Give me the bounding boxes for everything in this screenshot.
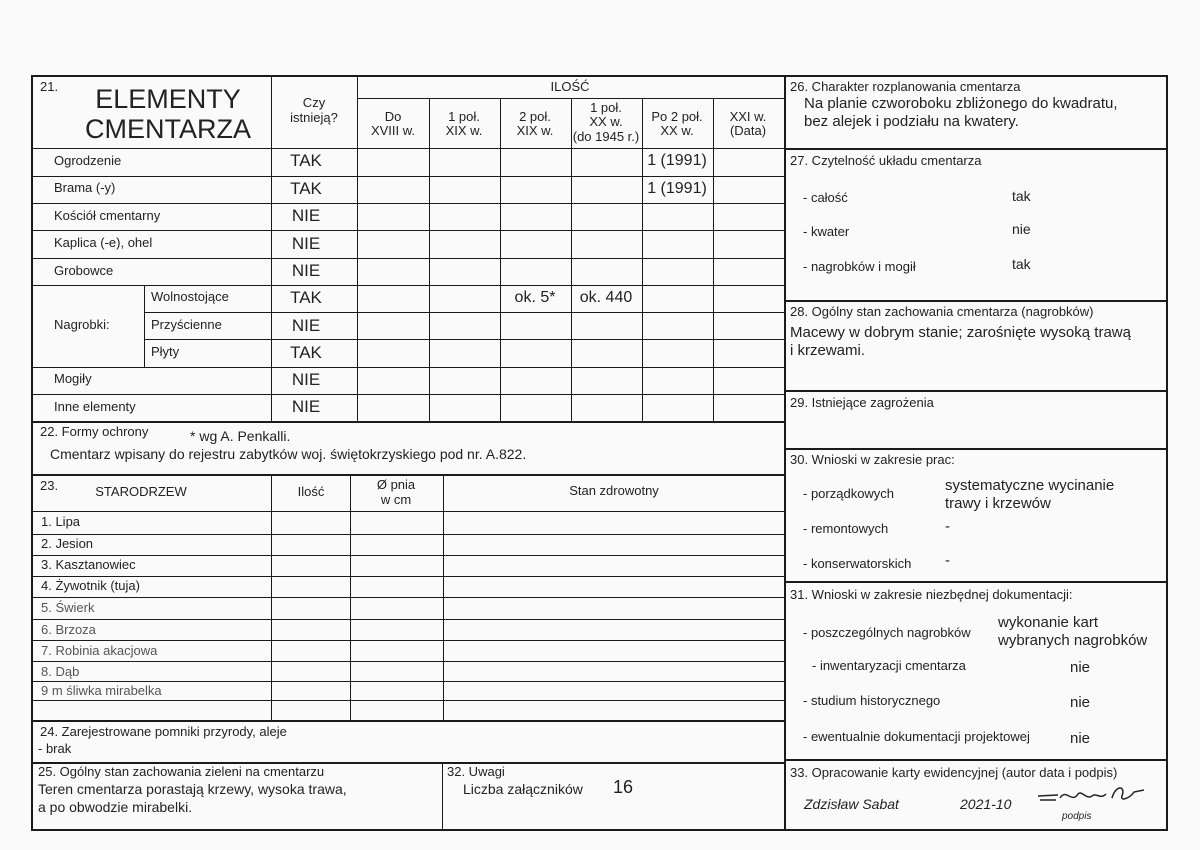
s31-title: 31. Wnioski w zakresie niezbędnej dokumentacji: bbox=[790, 587, 1073, 602]
s21-col-line bbox=[357, 75, 358, 421]
czy-value: TAK bbox=[290, 288, 322, 307]
s30-row-value: trawy i krzewów bbox=[945, 495, 1051, 512]
tree-list-item: 3. Kasztanowiec bbox=[41, 557, 136, 572]
s21-nagrobki-divider bbox=[144, 285, 145, 367]
period-header: Do bbox=[384, 109, 402, 124]
s32-attachments-count: 16 bbox=[613, 777, 634, 797]
s27-row-label: - nagrobków i mogił bbox=[803, 259, 916, 274]
s26-text-line2: bez alejek i podziału na kwatery. bbox=[804, 113, 1019, 130]
s23-row-line bbox=[31, 661, 784, 662]
s21-row-line bbox=[31, 176, 784, 177]
period-header: 1 poł. bbox=[590, 100, 622, 115]
s21-col-line bbox=[500, 98, 501, 421]
s23-row-line bbox=[31, 619, 784, 620]
s22-text: Cmentarz wpisany do rejestru zabytków woj. świętokrzyskiego pod nr. A.822. bbox=[50, 446, 527, 462]
frame-left bbox=[31, 75, 33, 830]
s25-text-line1: Teren cmentarza porastają krzewy, wysoka trawa, bbox=[38, 781, 347, 797]
s23-title: STARODRZEW bbox=[95, 484, 187, 499]
element-row-label: Brama (-y) bbox=[54, 180, 116, 195]
s31-row-label: - inwentaryzacji cmentarza bbox=[812, 658, 966, 673]
s25-s32-divider bbox=[442, 762, 443, 829]
period-header: XIX w. bbox=[516, 123, 554, 138]
s26-bottom-line bbox=[784, 148, 1166, 150]
s23-row-line bbox=[31, 511, 784, 512]
nagrobki-subrow-label: Wolnostojące bbox=[151, 289, 229, 304]
s22-title: 22. Formy ochrony bbox=[40, 424, 149, 439]
s29-title: 29. Istniejące zagrożenia bbox=[790, 395, 934, 410]
period-header: XXI w. bbox=[729, 109, 767, 124]
s23-row-line bbox=[31, 555, 784, 556]
s31-row-value: wybranych nagrobków bbox=[998, 632, 1148, 649]
s21-row-line bbox=[31, 285, 784, 286]
czy-value: NIE bbox=[291, 316, 321, 335]
s33-date: 2021-10 bbox=[960, 796, 1012, 812]
s21-row-line bbox=[31, 394, 784, 395]
s28-bottom-line bbox=[784, 390, 1166, 392]
nagrobki-subrow-label: Przyścienne bbox=[151, 317, 222, 332]
s21-row-line bbox=[31, 367, 784, 368]
element-row-label: Ogrodzenie bbox=[54, 153, 122, 168]
s24-value: - brak bbox=[38, 741, 72, 756]
s21-col-line bbox=[271, 75, 272, 421]
s21-row-line bbox=[31, 258, 784, 259]
s21-row-line bbox=[31, 148, 784, 149]
czy-value: TAK bbox=[290, 343, 322, 362]
s28-text-line1: Macewy w dobrym stanie; zarośnięte wysoką trawą bbox=[790, 324, 1131, 341]
s31-bottom-line bbox=[784, 759, 1166, 761]
handwritten-signature bbox=[1036, 782, 1148, 810]
s31-row-label: - studium historycznego bbox=[803, 693, 941, 708]
s30-row-label: - konserwatorskich bbox=[803, 556, 912, 571]
s23-col-pien: Ø pnia bbox=[376, 477, 416, 492]
quantity-value: ok. 5* bbox=[514, 289, 556, 306]
period-header: Po 2 poł. bbox=[651, 109, 703, 124]
tree-list-item: 6. Brzoza bbox=[41, 622, 96, 637]
czy-value: NIE bbox=[291, 261, 321, 280]
s22-footnote: * wg A. Penkalli. bbox=[190, 428, 291, 444]
period-header: 2 poł. bbox=[519, 109, 551, 124]
s30-row-label: - porządkowych bbox=[803, 486, 895, 501]
tree-list-item: 5. Świerk bbox=[41, 600, 95, 615]
s30-row-label: - remontowych bbox=[803, 521, 889, 536]
s31-row-label: - poszczególnych nagrobków bbox=[803, 625, 971, 640]
s27-row-label: - kwater bbox=[803, 224, 850, 239]
s21-col-line bbox=[713, 98, 714, 421]
s27-row-value: nie bbox=[1012, 221, 1031, 237]
s33-title: 33. Opracowanie karty ewidencyjnej (autor data i podpis) bbox=[790, 765, 1118, 780]
s23-bottom-line bbox=[31, 720, 784, 722]
quantity-value: 1 (1991) bbox=[647, 152, 707, 169]
tree-list-item: 4. Żywotnik (tuja) bbox=[41, 578, 140, 593]
s27-bottom-line bbox=[784, 300, 1166, 302]
s23-row-line bbox=[31, 534, 784, 535]
s22-bottom-line bbox=[31, 474, 784, 476]
s30-row-value: - bbox=[945, 552, 950, 569]
s25-text-line2: a po obwodzie mirabelki. bbox=[38, 799, 193, 815]
s32-title: 32. Uwagi bbox=[447, 764, 505, 779]
tree-list-item: 2. Jesion bbox=[41, 536, 94, 551]
tree-list-item: 8. Dąb bbox=[41, 664, 80, 679]
period-header: 1 poł. bbox=[448, 109, 480, 124]
s23-row-line bbox=[31, 576, 784, 577]
ilosc-header: ILOŚĆ bbox=[550, 79, 590, 94]
nagrobki-subrow-label: Płyty bbox=[151, 344, 180, 359]
s33-podpis-label: podpis bbox=[1062, 811, 1092, 822]
frame-top bbox=[31, 75, 1168, 77]
s30-row-value: - bbox=[945, 518, 950, 535]
period-header: XVIII w. bbox=[370, 123, 416, 138]
s31-row-value: wykonanie kart bbox=[998, 614, 1099, 631]
s27-row-label: - całość bbox=[803, 190, 848, 205]
frame-bottom bbox=[31, 829, 1168, 831]
period-header: (do 1945 r.) bbox=[572, 129, 640, 144]
s27-row-value: tak bbox=[1012, 188, 1031, 204]
s21-title-line1: ELEMENTY bbox=[95, 84, 241, 114]
frame-right bbox=[1166, 75, 1168, 830]
s21-col-line bbox=[429, 98, 430, 421]
czy-value: TAK bbox=[290, 179, 322, 198]
czy-value: NIE bbox=[291, 234, 321, 253]
czy-value: NIE bbox=[291, 370, 321, 389]
period-header: XIX w. bbox=[445, 123, 483, 138]
czy-header-line2: istnieją? bbox=[290, 110, 338, 125]
s27-title: 27. Czytelność układu cmentarza bbox=[790, 153, 982, 168]
czy-value: TAK bbox=[290, 151, 322, 170]
s23-row-line bbox=[31, 700, 784, 701]
element-row-label: Mogiły bbox=[54, 371, 92, 386]
s23-col-ilosc: Ilość bbox=[297, 484, 325, 499]
s32-attachments-label: Liczba załączników bbox=[463, 781, 583, 797]
s21-col-line bbox=[642, 98, 643, 421]
s23-row-line bbox=[31, 597, 784, 598]
s21-col-line bbox=[571, 98, 572, 421]
s25-title: 25. Ogólny stan zachowania zieleni na cmentarzu bbox=[38, 764, 325, 779]
s21-row-line bbox=[31, 230, 784, 231]
s23-row-line bbox=[31, 640, 784, 641]
s28-text-line2: i krzewami. bbox=[790, 342, 866, 359]
s23-col-pien: w cm bbox=[380, 492, 412, 507]
czy-value: NIE bbox=[291, 397, 321, 416]
czy-value: NIE bbox=[291, 206, 321, 225]
element-row-label: Kościół cmentarny bbox=[54, 208, 161, 223]
tree-list-item: 9 m śliwka mirabelka bbox=[41, 683, 162, 698]
tree-list-item: 7. Robinia akacjowa bbox=[41, 643, 158, 658]
s26-text-line1: Na planie czworoboku zbliżonego do kwadratu, bbox=[804, 95, 1118, 112]
nagrobki-group-label: Nagrobki: bbox=[54, 317, 110, 332]
tree-list-item: 1. Lipa bbox=[41, 514, 81, 529]
s21-row-line bbox=[144, 339, 784, 340]
s29-bottom-line bbox=[784, 448, 1166, 450]
period-header: XX w. bbox=[660, 123, 694, 138]
s26-title: 26. Charakter rozplanowania cmentarza bbox=[790, 79, 1021, 94]
s21-ilosc-line bbox=[357, 98, 784, 99]
s23-number: 23. bbox=[40, 478, 59, 493]
s21-row-line bbox=[31, 203, 784, 204]
s23-col-stan: Stan zdrowotny bbox=[569, 483, 659, 498]
quantity-value: 1 (1991) bbox=[647, 180, 707, 197]
s21-bottom-line bbox=[31, 421, 784, 423]
element-row-label: Inne elementy bbox=[54, 399, 136, 414]
s30-row-value: systematyczne wycinanie bbox=[945, 477, 1115, 494]
s21-number: 21. bbox=[40, 79, 59, 94]
s21-title-line2: CMENTARZA bbox=[85, 114, 251, 144]
s23-row-line bbox=[31, 681, 784, 682]
period-header: XX w. bbox=[589, 114, 623, 129]
s33-author: Zdzisław Sabat bbox=[804, 796, 899, 812]
main-divider bbox=[784, 75, 786, 830]
element-row-label: Kaplica (-e), ohel bbox=[54, 235, 153, 250]
period-header: (Data) bbox=[729, 123, 767, 138]
s31-row-value: nie bbox=[1070, 730, 1091, 747]
s21-row-line bbox=[144, 312, 784, 313]
s30-bottom-line bbox=[784, 581, 1166, 583]
s31-row-label: - ewentualnie dokumentacji projektowej bbox=[803, 729, 1030, 744]
s28-title: 28. Ogólny stan zachowania cmentarza (nagrobków) bbox=[790, 304, 1094, 319]
element-row-label: Grobowce bbox=[54, 263, 114, 278]
s31-row-value: nie bbox=[1070, 694, 1091, 711]
quantity-value: ok. 440 bbox=[579, 289, 633, 306]
s27-row-value: tak bbox=[1012, 256, 1031, 272]
czy-header-line1: Czy bbox=[302, 95, 326, 110]
s24-title: 24. Zarejestrowane pomniki przyrody, aleje bbox=[40, 724, 287, 739]
s30-title: 30. Wnioski w zakresie prac: bbox=[790, 452, 955, 467]
s31-row-value: nie bbox=[1070, 659, 1091, 676]
